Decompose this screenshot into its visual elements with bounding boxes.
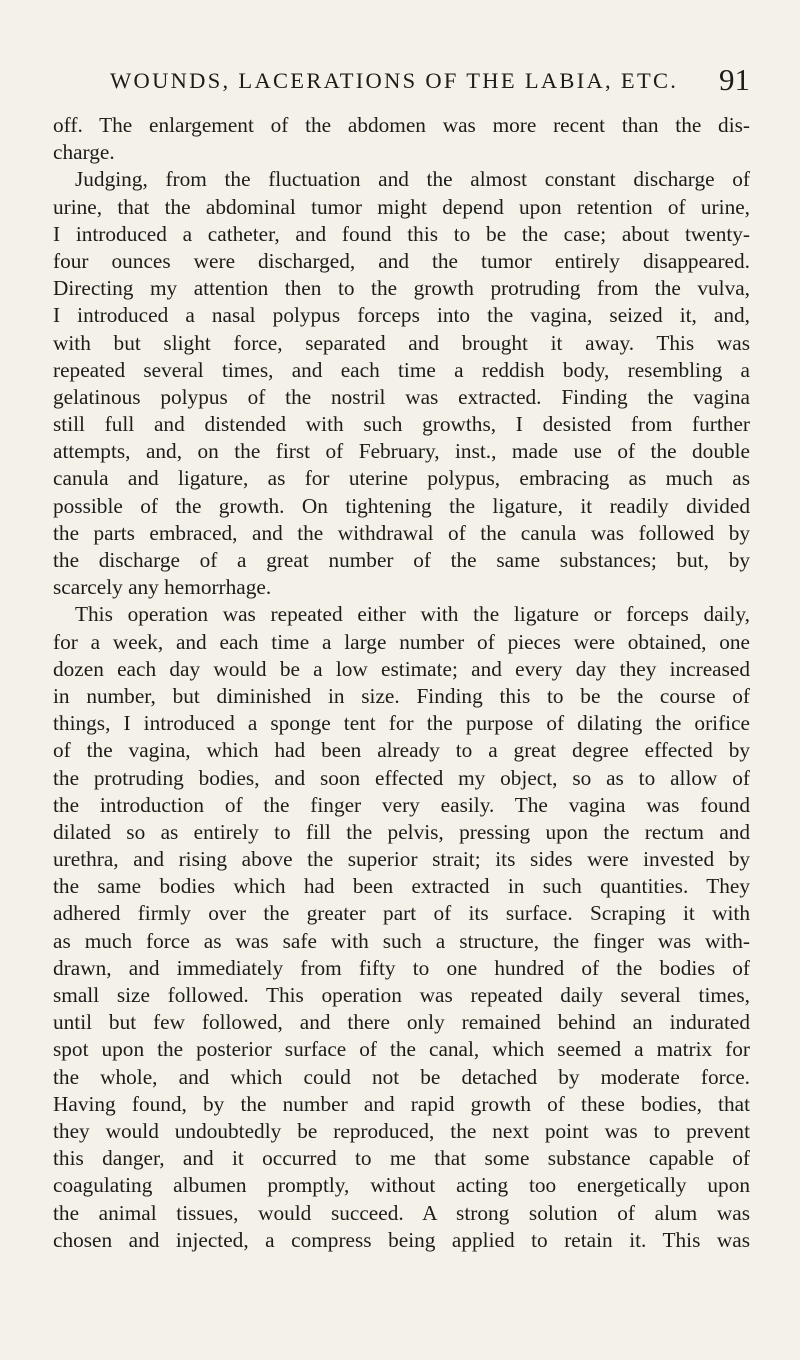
text-line: the parts embraced, and the withdrawal of the canula was followed by <box>53 520 750 545</box>
text-line: urine, that the abdominal tumor might depend upon retention of urine, <box>53 194 750 219</box>
text-line: for a week, and each time a large number of pieces were obtained, one <box>53 629 750 654</box>
text-line: in number, but diminished in size. Finding this to be the course of <box>53 683 750 708</box>
text-line: until but few followed, and there only remained behind an indurated <box>53 1010 750 1035</box>
text-line: Having found, by the number and rapid growth of these bodies, that <box>53 1091 750 1116</box>
text-line: gelatinous polypus of the nostril was extracted. Finding the vagina <box>53 384 750 409</box>
running-head-title: WOUNDS, LACERATIONS OF THE LABIA, ETC. <box>110 68 679 93</box>
body-text <box>53 112 750 1254</box>
text-line: this danger, and it occurred to me that some substance capable of <box>53 1146 750 1171</box>
text-line: dilated so as entirely to fill the pelvis, pressing upon the rectum and <box>53 819 750 844</box>
text-line: the protruding bodies, and soon effected my object, so as to allow of <box>53 765 750 790</box>
paragraph <box>53 601 750 1254</box>
text-line: Judging, from the fluctuation and the almost constant discharge of <box>75 167 750 192</box>
text-line: the discharge of a great number of the same substances; but, by <box>53 548 750 572</box>
paragraph <box>53 166 750 601</box>
text-line: the introduction of the finger very easily. The vagina was found <box>53 792 750 817</box>
text-line: the whole, and which could not be detached by moderate force. <box>53 1064 750 1089</box>
text-line: scarcely any hemorrhage. <box>53 575 272 600</box>
text-line: dozen each day would be a low estimate; and every day they increased <box>53 656 750 681</box>
text-line: charge. <box>53 140 115 165</box>
text-line: drawn, and immediately from fifty to one hundred of the bodies of <box>53 955 750 980</box>
text-line: four ounces were discharged, and the tumor entirely disappeared. <box>53 248 750 273</box>
text-line: canula and ligature, as for uterine polypus, embracing as much as <box>53 466 750 491</box>
text-line: things, I introduced a sponge tent for the purpose of dilating the orifice <box>53 711 750 736</box>
text-line: urethra, and rising above the superior strait; its sides were invested by <box>53 847 750 872</box>
text-line: the animal tissues, would succeed. A strong solution of alum was <box>53 1200 750 1225</box>
text-line: This operation was repeated either with the ligature or forceps daily, <box>75 602 750 627</box>
text-line: as much force as was safe with such a structure, the finger was with- <box>53 928 750 953</box>
text-line: attempts, and, on the first of February, inst., made use of the double <box>53 439 750 464</box>
text-line: adhered firmly over the greater part of its surface. Scraping it with <box>53 901 750 926</box>
text-line: I introduced a nasal polypus forceps into the vagina, seized it, and, <box>53 303 750 328</box>
text-line: Directing my attention then to the growth protruding from the vulva, <box>53 276 750 301</box>
page-number: 91 <box>719 62 750 97</box>
text-line: off. The enlargement of the abdomen was more recent than the dis- <box>53 113 750 137</box>
text-line: small size followed. This operation was repeated daily several times, <box>53 983 750 1007</box>
text-line: with but slight force, separated and brought it away. This was <box>53 330 750 355</box>
text-line: chosen and injected, a compress being applied to retain it. This was <box>53 1227 750 1252</box>
paragraph <box>53 112 750 166</box>
text-line: repeated several times, and each time a reddish body, resembling a <box>53 357 750 382</box>
text-line: coagulating albumen promptly, without acting too energetically upon <box>53 1173 750 1198</box>
text-line: they would undoubtedly be reproduced, the next point was to prevent <box>53 1118 750 1143</box>
text-line: the same bodies which had been extracted in such quantities. They <box>53 874 750 899</box>
text-line: spot upon the posterior surface of the canal, which seemed a matrix for <box>53 1037 750 1062</box>
text-line: possible of the growth. On tightening the ligature, it readily divided <box>53 493 750 518</box>
text-line: I introduced a catheter, and found this to be the case; about twenty- <box>53 221 750 246</box>
text-line: still full and distended with such growths, I desisted from further <box>53 412 750 437</box>
text-line: of the vagina, which had been already to a great degree effected by <box>53 738 750 763</box>
running-head <box>110 62 750 102</box>
